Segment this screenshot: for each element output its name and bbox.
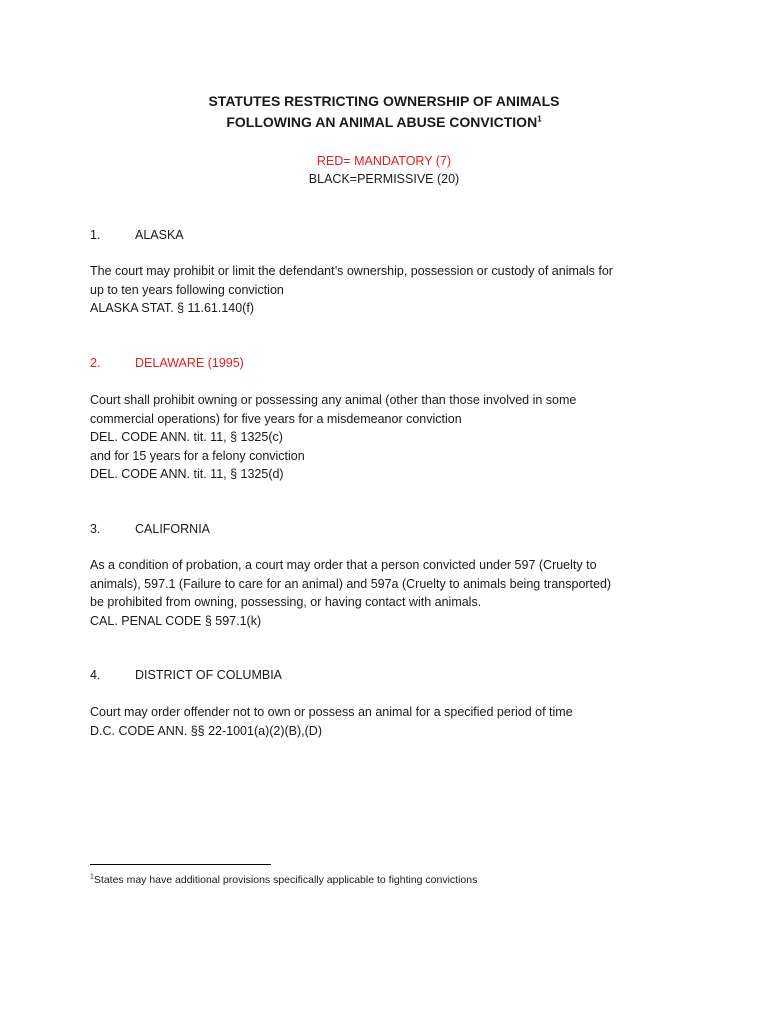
legend-permissive: BLACK=PERMISSIVE (20) (308, 172, 460, 186)
statute-citation: ALASKA STAT. § 11.61.140(f) (90, 301, 254, 315)
section-heading-alaska (90, 226, 184, 244)
statute-citation: DEL. CODE ANN. tit. 11, § 1325(d) (90, 467, 284, 481)
title-line-2-text: FOLLOWING AN ANIMAL ABUSE CONVICTION (226, 114, 538, 130)
body-line: and for 15 years for a felony conviction (90, 448, 305, 463)
section-body-delaware (90, 391, 690, 484)
footnote (90, 873, 477, 887)
section-body-alaska (90, 262, 690, 318)
section-heading-district-of-columbia (90, 666, 282, 684)
section-body-california (90, 556, 690, 630)
footnote-separator (90, 864, 271, 865)
footnote-text: States may have additional provisions specifically applicable to fighting convictions (93, 874, 478, 886)
section-body-district-of-columbia (90, 703, 690, 740)
section-number: 1. (90, 228, 101, 242)
statute-citation: D.C. CODE ANN. §§ 22-1001(a)(2)(B),(D) (90, 723, 323, 738)
body-line: Court may order offender not to own or possess an animal for a specified period of time (90, 705, 573, 719)
section-state: DISTRICT OF COLUMBIA (135, 668, 283, 682)
legend-mandatory: RED= MANDATORY (7) (316, 154, 452, 168)
body-line: animals), 597.1 (Failure to care for an animal) and 597a (Cruelty to animals being transported) (90, 576, 612, 591)
title-footnote-marker: 1 (537, 114, 542, 124)
statute-citation: DEL. CODE ANN. tit. 11, § 1325(c) (90, 430, 283, 444)
section-state: CALIFORNIA (135, 522, 211, 536)
body-line: commercial operations) for five years for a misdemeanor conviction (90, 411, 462, 426)
body-line: As a condition of probation, a court may order that a person convicted under 597 (Cruelty to (90, 558, 597, 572)
section-number: 4. (90, 668, 101, 682)
title-line-2 (0, 112, 768, 132)
section-state: DELAWARE (1995) (135, 356, 244, 370)
section-number: 2. (90, 356, 101, 370)
section-heading-california (90, 520, 210, 538)
body-line: up to ten years following conviction (90, 282, 284, 297)
title-line-1-text: STATUTES RESTRICTING OWNERSHIP OF ANIMALS (208, 93, 560, 109)
body-line: be prohibited from owning, possessing, or having contact with animals. (90, 595, 482, 609)
body-line: Court shall prohibit owning or possessing any animal (other than those involved in some (90, 393, 577, 407)
section-number: 3. (90, 522, 101, 536)
body-line: The court may prohibit or limit the defendant’s ownership, possession or custody of animals for (90, 264, 613, 278)
footnote-marker: 1 (90, 873, 94, 881)
section-heading-delaware (90, 354, 244, 372)
statute-citation: CAL. PENAL CODE § 597.1(k) (90, 613, 262, 628)
title-line-1 (0, 91, 768, 111)
section-state: ALASKA (135, 228, 184, 242)
